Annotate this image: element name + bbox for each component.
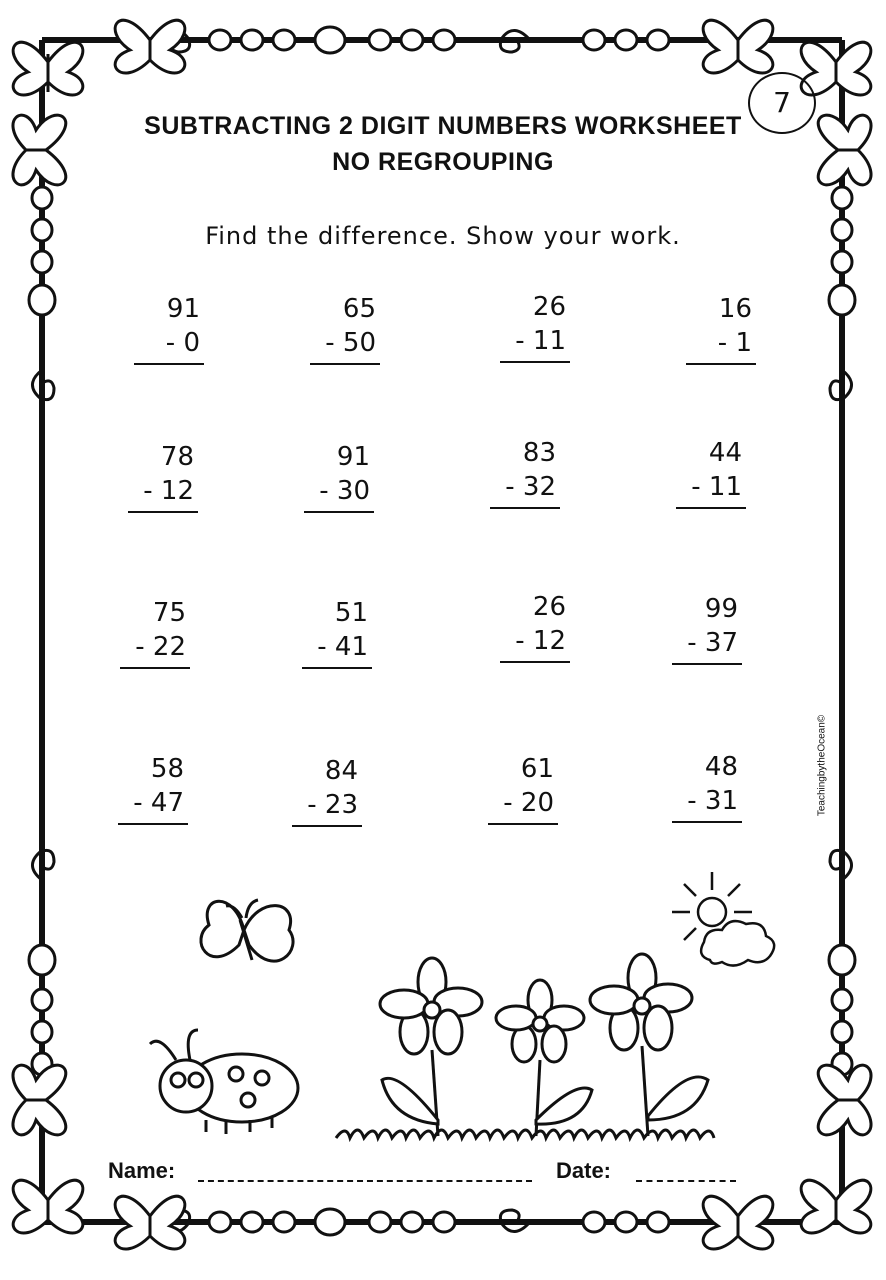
name-field[interactable] (198, 1180, 532, 1182)
flowers-icon (336, 954, 714, 1138)
subtrahend: - 47 (133, 788, 184, 818)
answer-line (310, 363, 380, 365)
problem[interactable] (500, 590, 570, 663)
answer-line (488, 823, 558, 825)
answer-line (676, 507, 746, 509)
problem[interactable] (676, 436, 746, 509)
minuend: 91 (166, 294, 200, 324)
answer-line (304, 511, 374, 513)
problem[interactable] (120, 596, 190, 669)
copyright-credit: TeachingbytheOcean© (816, 714, 828, 817)
subtrahend: - 50 (325, 328, 376, 358)
minuend: 75 (152, 598, 186, 628)
problem[interactable] (292, 754, 362, 827)
minuend: 26 (532, 292, 566, 322)
grass-line (336, 1130, 714, 1138)
answer-line (128, 511, 198, 513)
answer-line (500, 361, 570, 363)
subtrahend: - 41 (317, 632, 368, 662)
subtrahend: - 23 (307, 790, 358, 820)
sun-cloud-icon (672, 872, 774, 966)
subtrahend: - 12 (143, 476, 194, 506)
minuend: 58 (150, 754, 184, 784)
minuend: 91 (336, 442, 370, 472)
subtrahend: - 32 (505, 472, 556, 502)
answer-line (292, 825, 362, 827)
problem[interactable] (672, 750, 742, 823)
worksheet-number-badge: 7 (748, 72, 816, 134)
worksheet-subtitle: NO REGROUPING (332, 148, 554, 176)
subtrahend: - 11 (515, 326, 566, 356)
problem[interactable] (134, 292, 204, 365)
minuend: 83 (522, 438, 556, 468)
minuend: 78 (160, 442, 194, 472)
subtrahend: - 37 (687, 628, 738, 658)
instructions: Find the difference. Show your work. (205, 222, 681, 250)
problem[interactable] (500, 290, 570, 363)
answer-line (302, 667, 372, 669)
butterfly-icon (201, 900, 293, 961)
date-field[interactable] (636, 1180, 736, 1182)
answer-line (118, 823, 188, 825)
minuend: 51 (334, 598, 368, 628)
minuend: 16 (718, 294, 752, 324)
answer-line (490, 507, 560, 509)
subtrahend: - 1 (717, 328, 752, 358)
problem[interactable] (128, 440, 198, 513)
subtrahend: - 22 (135, 632, 186, 662)
answer-line (672, 663, 742, 665)
ladybug-icon (150, 1030, 298, 1134)
problem[interactable] (490, 436, 560, 509)
minuend: 26 (532, 592, 566, 622)
date-label: Date: (556, 1158, 612, 1183)
minuend: 65 (342, 294, 376, 324)
subtrahend: - 30 (319, 476, 370, 506)
minuend: 44 (708, 438, 742, 468)
problem[interactable] (686, 292, 756, 365)
minuend: 61 (520, 754, 554, 784)
subtrahend: - 31 (687, 786, 738, 816)
subtrahend: - 0 (165, 328, 200, 358)
worksheet-title: SUBTRACTING 2 DIGIT NUMBERS WORKSHEET (144, 112, 742, 140)
subtrahend: - 20 (503, 788, 554, 818)
minuend: 48 (704, 752, 738, 782)
answer-line (500, 661, 570, 663)
subtrahend: - 12 (515, 626, 566, 656)
minuend: 99 (704, 594, 738, 624)
problem[interactable] (672, 592, 742, 665)
answer-line (120, 667, 190, 669)
answer-line (672, 821, 742, 823)
subtrahend: - 11 (691, 472, 742, 502)
problem[interactable] (310, 292, 380, 365)
problem[interactable] (118, 752, 188, 825)
problem[interactable] (302, 596, 372, 669)
problem[interactable] (488, 752, 558, 825)
answer-line (134, 363, 204, 365)
problem[interactable] (304, 440, 374, 513)
answer-line (686, 363, 756, 365)
minuend: 84 (324, 756, 358, 786)
name-label: Name: (108, 1158, 176, 1183)
